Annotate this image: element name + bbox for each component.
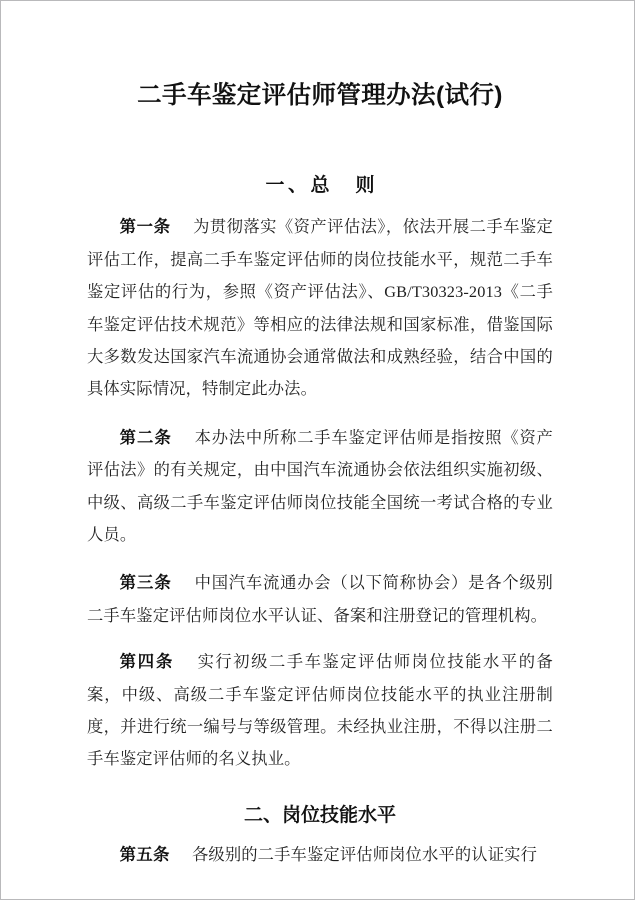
- article-paragraph-4: [87, 632, 553, 776]
- article-paragraph-3: [87, 551, 553, 632]
- article-label-5: 第五条: [119, 844, 170, 864]
- article-body-3: 中国汽车流通办会（以下简称协会）是各个级别二手车鉴定评估师岗位水平认证、备案和注册登记的管理机构。: [87, 573, 553, 625]
- page-content: [87, 1, 553, 871]
- article-paragraph-5: [87, 827, 553, 871]
- article-body-1: 为贯彻落实《资产评估法》，依法开展二手车鉴定评估工作，提高二手车鉴定评估师的岗位技能水平，规范二手车鉴定评估的行为，参照《资产评估法》、GB/T30323-2013《二手车鉴定评估技术规范》等相应的法律法规和国家标准，借鉴国际大多数发达国家汽车流通协会通常做法和成熟经验，结合中国的具体实际情况，特制定此办法。: [87, 217, 553, 399]
- section-heading-1: 一、总 则: [265, 175, 378, 197]
- article-label-3: 第三条: [119, 573, 172, 593]
- article-body-4: 实行初级二手车鉴定评估师岗位技能水平的备案，中级、高级二手车鉴定评估师岗位技能水平的执业注册制度，并进行统一编号与等级管理。未经执业注册，不得以注册二手车鉴定评估师的名义执业。: [87, 652, 553, 769]
- article-body-2: 本办法中所称二手车鉴定评估师是指按照《资产评估法》的有关规定，由中国汽车流通协会依法组织实施初级、中级、高级二手车鉴定评估师岗位技能全国统一考试合格的专业人员。: [87, 427, 553, 545]
- article-body-5: 各级别的二手车鉴定评估师岗位水平的认证实行: [191, 844, 538, 864]
- article-label-2: 第二条: [119, 427, 172, 447]
- article-label-4: 第四条: [119, 652, 175, 672]
- article-paragraph-1: [87, 197, 553, 405]
- page-title: 二手车鉴定评估师管理办法(试行): [137, 82, 503, 109]
- article-paragraph-2: [87, 406, 553, 552]
- section-heading-2: 二、岗位技能水平: [243, 804, 396, 826]
- article-label-1: 第一条: [119, 217, 171, 237]
